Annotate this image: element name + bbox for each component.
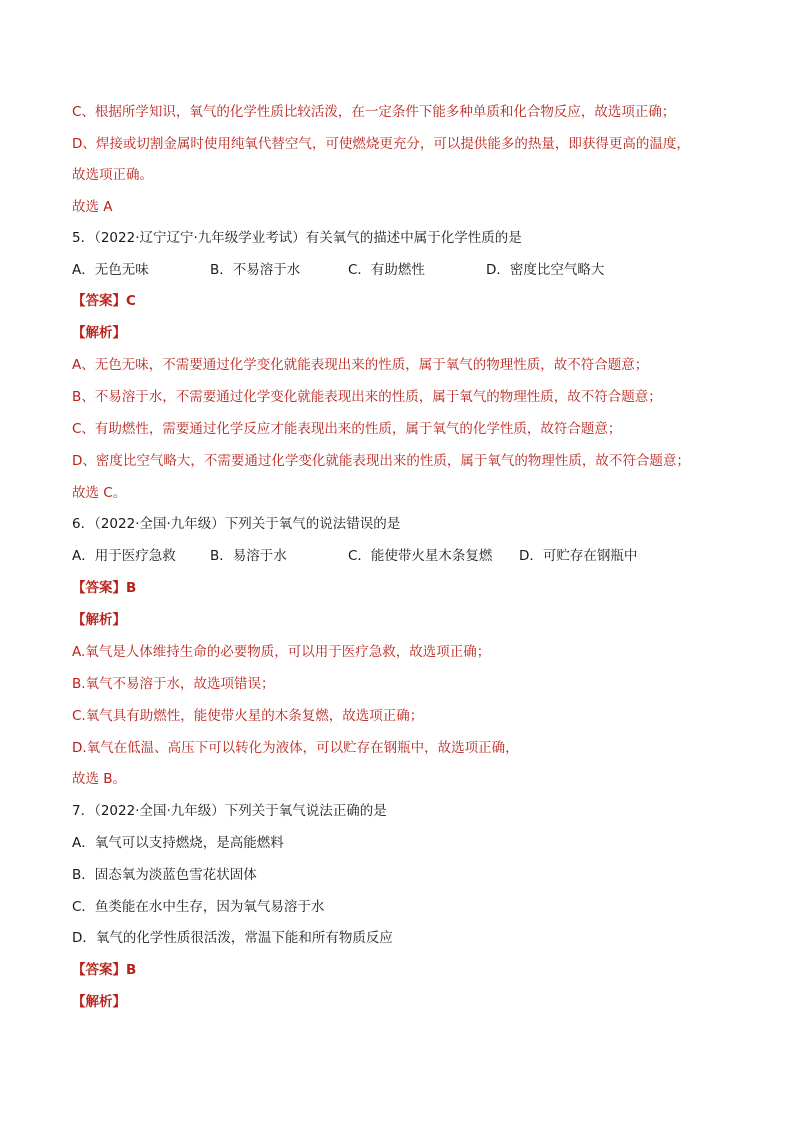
question-5-stem: 5．（2022·辽宁辽宁·九年级学业考试）有关氧气的描述中属于化学性质的是 [72, 230, 522, 246]
option-c: C．能使带火星木条复燃 [348, 548, 493, 564]
explanation-a: A.氧气是人体维持生命的必要物质，可以用于医疗急救，故选项正确； [72, 644, 491, 660]
explanation-b: B.氧气不易溶于水，故选项错误； [72, 676, 275, 692]
option-a: A．无色无味 [72, 262, 149, 278]
explanation-c: C、根据所学知识，氧气的化学性质比较活泼，在一定条件下能多种单质和化合物反应，故选项正确； [72, 104, 676, 120]
explanation-d-line1: D、焊接或切割金属时使用纯氧代替空气，可使燃烧更充分，可以提供能多的热量，即获得更高的温度， [72, 136, 690, 152]
option-b: B．固态氧为淡蓝色雪花状固体 [72, 867, 257, 883]
analysis-label: 【解析】 [72, 612, 126, 628]
explanation-a: A、无色无味，不需要通过化学变化就能表现出来的性质，属于氧气的物理性质，故不符合题意； [72, 357, 649, 373]
question-6-stem: 6．（2022·全国·九年级）下列关于氧气的说法错误的是 [72, 516, 401, 532]
option-b: B．不易溶于水 [210, 262, 301, 278]
option-d: D．氧气的化学性质很活泼，常温下能和所有物质反应 [72, 930, 393, 946]
explanation-c: C、有助燃性，需要通过化学反应才能表现出来的性质，属于氧气的化学性质，故符合题意； [72, 421, 622, 437]
question-6-options [72, 546, 722, 566]
answer-label: 【答案】B [72, 962, 137, 978]
question-7-stem: 7．（2022·全国·九年级）下列关于氧气说法正确的是 [72, 803, 387, 819]
option-c: C．鱼类能在水中生存，因为氧气易溶于水 [72, 899, 325, 915]
option-d: D．可贮存在钢瓶中 [519, 548, 638, 564]
explanation-d: D、密度比空气略大，不需要通过化学变化就能表现出来的性质，属于氧气的物理性质，故不符合题意； [72, 453, 690, 469]
option-a: A．氧气可以支持燃烧，是高能燃料 [72, 835, 284, 851]
choose-answer: 故选 A [72, 199, 113, 215]
choose-answer: 故选 C。 [72, 485, 127, 501]
choose-answer: 故选 B。 [72, 771, 127, 787]
explanation-c: C.氧气具有助燃性，能使带火星的木条复燃，故选项正确； [72, 708, 424, 724]
explanation-d: D.氧气在低温、高压下可以转化为液体，可以贮存在钢瓶中，故选项正确， [72, 740, 519, 756]
option-b: B．易溶于水 [210, 548, 287, 564]
explanation-b: B、不易溶于水，不需要通过化学变化就能表现出来的性质，属于氧气的物理性质，故不符合题意； [72, 389, 662, 405]
analysis-label: 【解析】 [72, 325, 126, 341]
analysis-label: 【解析】 [72, 994, 126, 1010]
answer-label: 【答案】B [72, 580, 137, 596]
answer-label: 【答案】C [72, 293, 136, 309]
explanation-d-line2: 故选项正确。 [72, 167, 153, 183]
option-a: A．用于医疗急救 [72, 548, 176, 564]
option-c: C．有助燃性 [348, 262, 425, 278]
question-5-options [72, 260, 722, 280]
option-d: D．密度比空气略大 [486, 262, 605, 278]
